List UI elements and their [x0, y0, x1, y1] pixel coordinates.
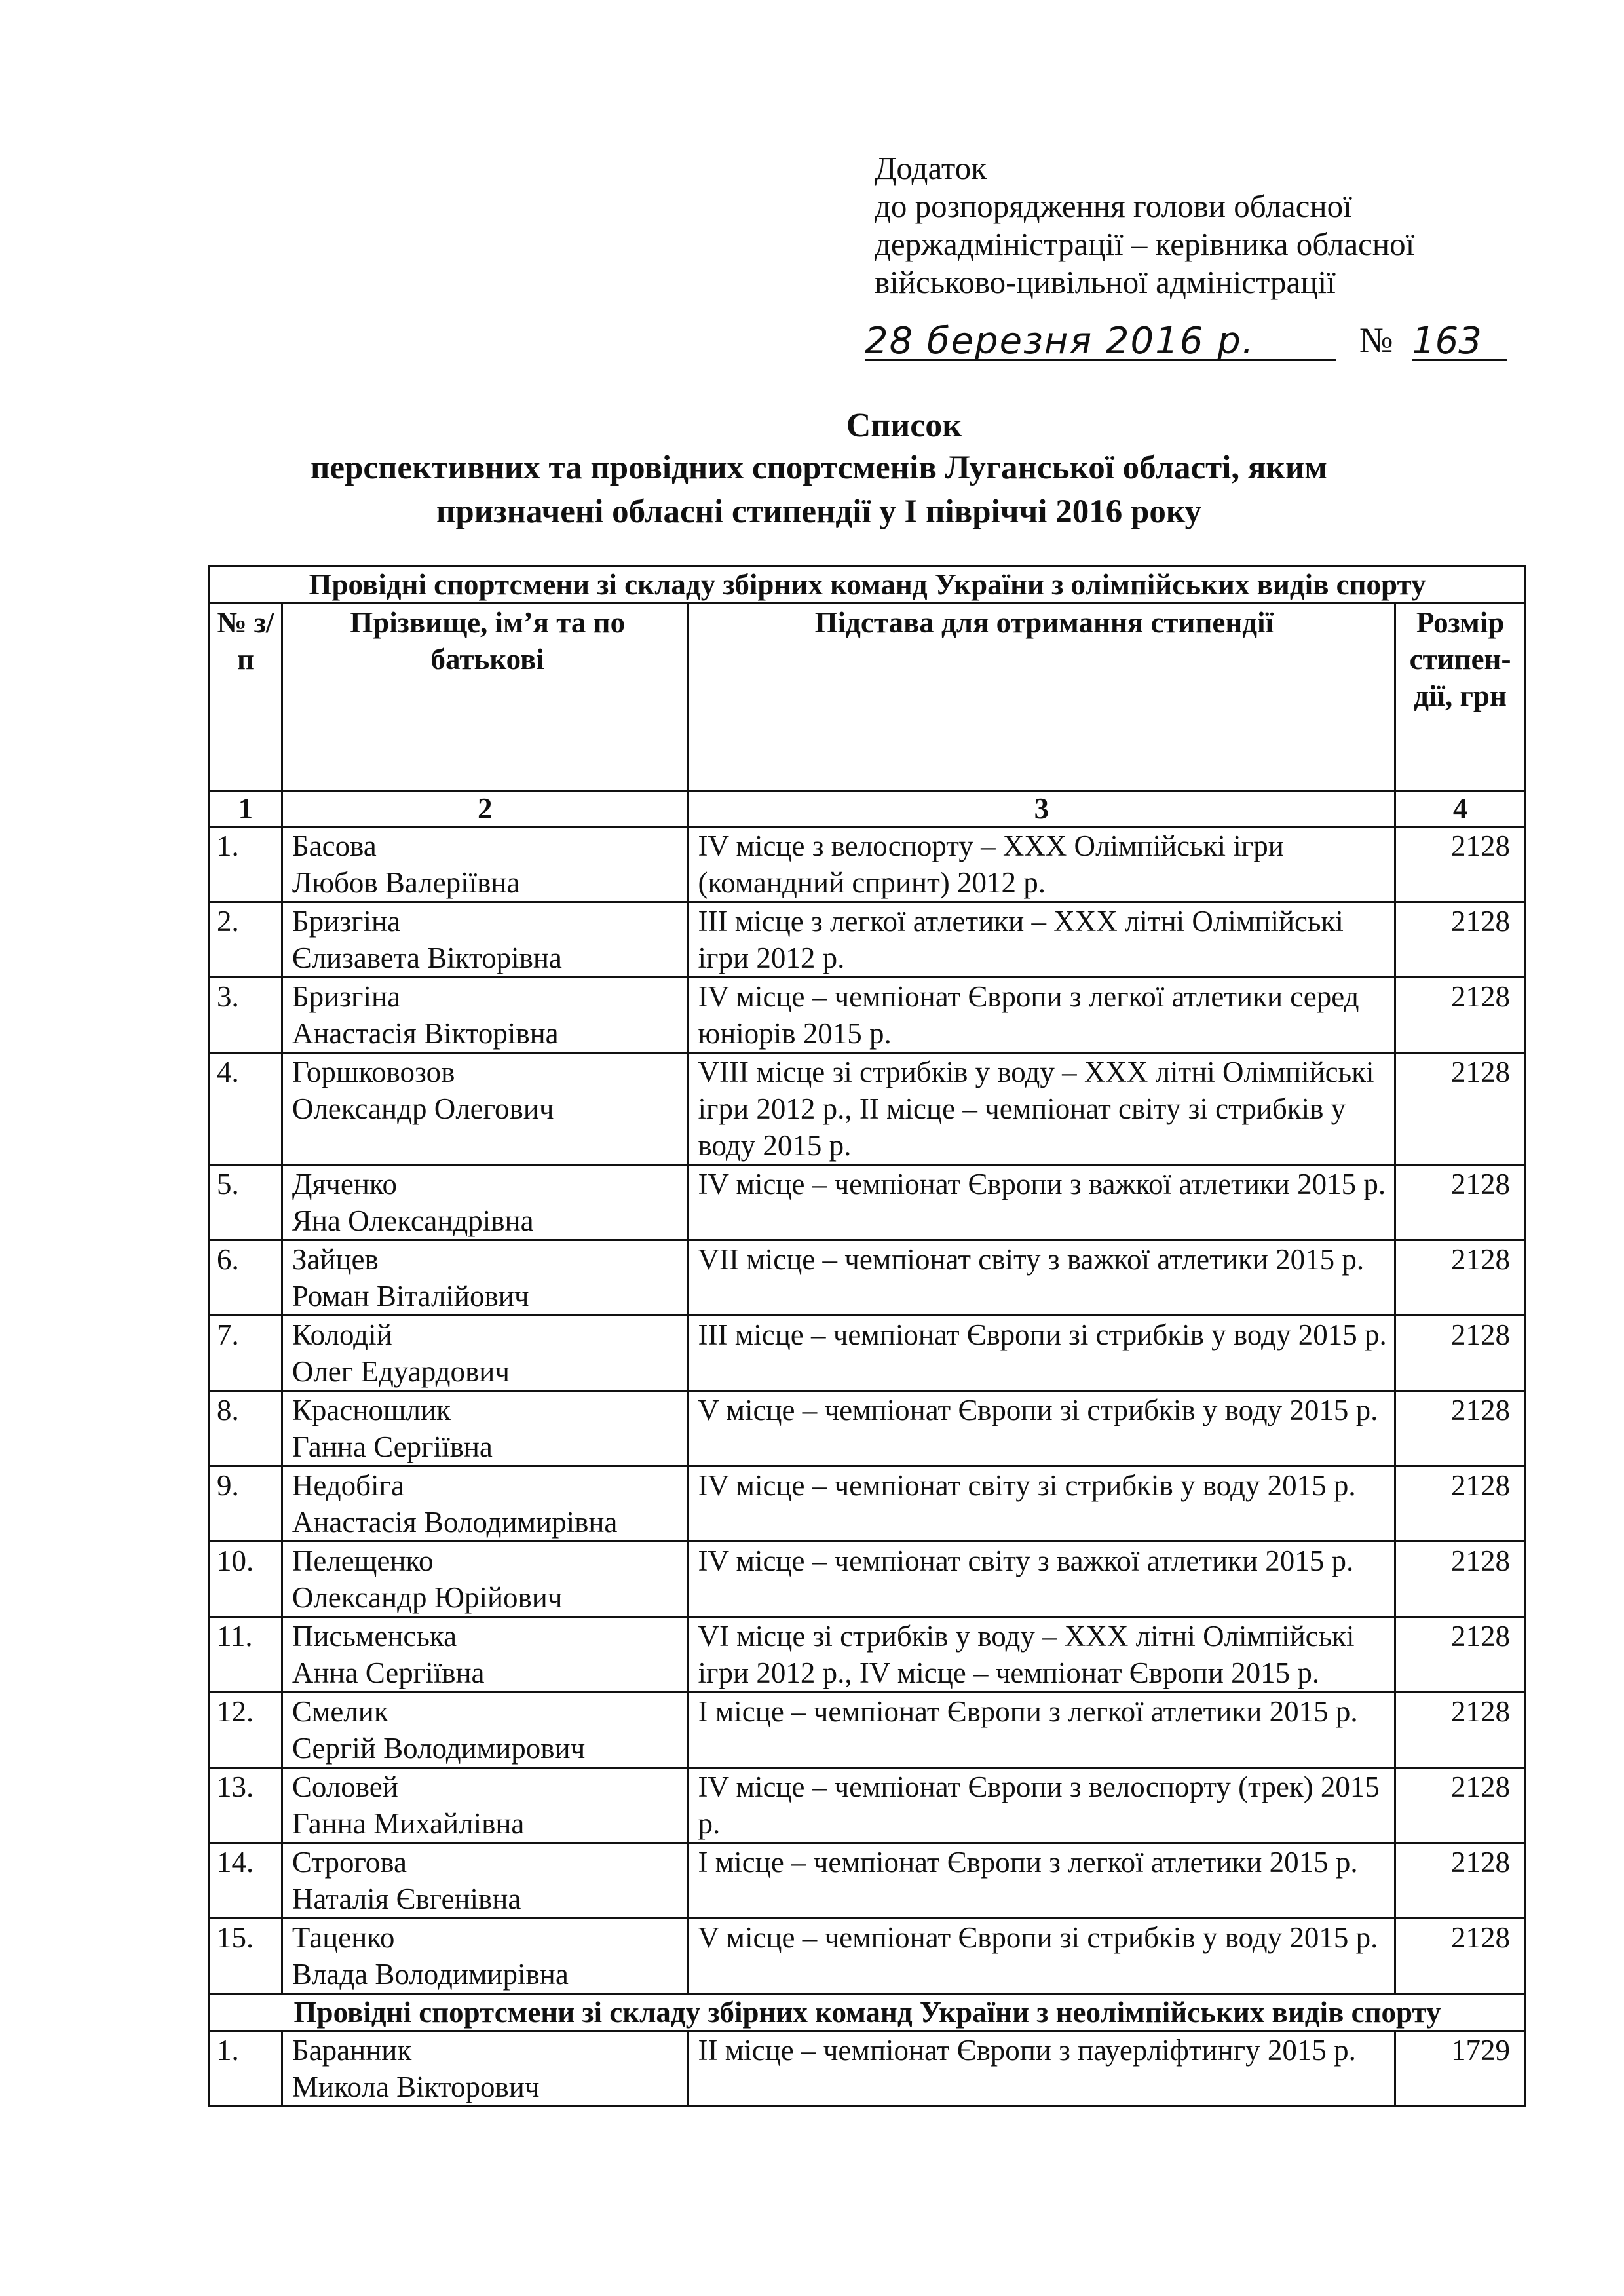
table-row [210, 1693, 1526, 1768]
stipend-amount: 2128 [1395, 1391, 1526, 1466]
column-header-row [210, 603, 1526, 791]
stipend-amount: 2128 [1395, 1693, 1526, 1768]
header-name-label: Прізвище, ім’я та по батькові [350, 606, 626, 676]
athlete-surname: Горшковозов [292, 1056, 455, 1088]
athlete-name [282, 1542, 688, 1617]
section-title: Провідні спортсмени зі складу збірних команд України з олімпійських видів спорту [210, 566, 1526, 603]
athlete-given-names: Анастасія Вікторівна [292, 1017, 559, 1050]
row-number: 2. [210, 902, 282, 978]
athlete-surname: Письменська [292, 1620, 457, 1653]
stipend-basis: І місце – чемпіонат Європи з легкої атлетики 2015 р. [688, 1693, 1395, 1768]
section-header-row [210, 1994, 1526, 2031]
row-number: 10. [210, 1542, 282, 1617]
athlete-surname: Баранник [292, 2034, 412, 2067]
athlete-given-names: Ганна Сергіївна [292, 1430, 493, 1463]
row-number: 3. [210, 978, 282, 1053]
column-number: 3 [688, 791, 1395, 827]
row-number: 1. [210, 827, 282, 902]
row-number: 13. [210, 1768, 282, 1843]
table-row [210, 902, 1526, 978]
section-title: Провідні спортсмени зі складу збірних команд України з неолімпійських видів спорту [210, 1994, 1526, 2031]
athlete-surname: Дяченко [292, 1168, 397, 1200]
appendix-line: військово-цивільної адміністрації [875, 264, 1336, 300]
stipend-table [208, 565, 1526, 2107]
row-number: 1. [210, 2031, 282, 2107]
athlete-surname: Недобіга [292, 1469, 404, 1502]
stipend-amount: 2128 [1395, 902, 1526, 978]
athlete-given-names: Наталія Євгенівна [292, 1883, 521, 1915]
athlete-surname: Соловей [292, 1770, 398, 1803]
athlete-name [282, 902, 688, 978]
athlete-given-names: Анна Сергіївна [292, 1656, 485, 1689]
header-number [210, 603, 282, 791]
header-number-label: № з/п [217, 606, 274, 676]
athlete-name [282, 1466, 688, 1542]
stipend-basis: V місце – чемпіонат Європи зі стрибків у воду 2015 р. [688, 1919, 1395, 1994]
athlete-name [282, 1240, 688, 1316]
athlete-name [282, 978, 688, 1053]
stipend-basis: ІІІ місце з легкої атлетики – XXX літні Олімпійські ігри 2012 р. [688, 902, 1395, 978]
stipend-amount: 2128 [1395, 1617, 1526, 1693]
row-number: 11. [210, 1617, 282, 1693]
row-number: 6. [210, 1240, 282, 1316]
athlete-name [282, 2031, 688, 2107]
athlete-surname: Строгова [292, 1846, 407, 1879]
header-amount [1395, 603, 1526, 791]
athlete-given-names: Яна Олександрівна [292, 1204, 534, 1237]
stipend-amount: 2128 [1395, 1542, 1526, 1617]
stipend-basis: IV місце – чемпіонат Європи з легкої атлетики серед юніорів 2015 р. [688, 978, 1395, 1053]
row-number: 15. [210, 1919, 282, 1994]
row-number: 7. [210, 1316, 282, 1391]
table-row [210, 2031, 1526, 2107]
athlete-surname: Бризгіна [292, 980, 401, 1013]
table-row [210, 1391, 1526, 1466]
athlete-surname: Красношлик [292, 1394, 451, 1426]
stipend-amount: 2128 [1395, 827, 1526, 902]
athlete-given-names: Олег Едуардович [292, 1355, 510, 1388]
appendix-line: держадміністрації – керівника обласної [875, 226, 1415, 262]
athlete-name [282, 1617, 688, 1693]
row-number: 12. [210, 1693, 282, 1768]
athlete-given-names: Любов Валеріївна [292, 866, 520, 899]
row-number: 4. [210, 1053, 282, 1165]
stipend-basis: І місце – чемпіонат Європи з легкої атлетики 2015 р. [688, 1843, 1395, 1919]
order-number-handwritten: 163 [1412, 320, 1507, 361]
stipend-basis: VII місце – чемпіонат світу з важкої атлетики 2015 р. [688, 1240, 1395, 1316]
order-date-handwritten: 28 березня 2016 р. [865, 320, 1336, 361]
athlete-name [282, 827, 688, 902]
appendix-line: до розпорядження голови обласної [875, 188, 1352, 224]
table-row [210, 1165, 1526, 1240]
stipend-basis: IV місце – чемпіонат світу з важкої атлетики 2015 р. [688, 1542, 1395, 1617]
table-row [210, 827, 1526, 902]
table-row [210, 1240, 1526, 1316]
column-number: 2 [282, 791, 688, 827]
row-number: 8. [210, 1391, 282, 1466]
appendix-header [875, 149, 1414, 301]
header-amount-label: Розмір стипен-дії, грн [1409, 606, 1511, 712]
athlete-name [282, 1843, 688, 1919]
stipend-basis: ІІІ місце – чемпіонат Європи зі стрибків у воду 2015 р. [688, 1316, 1395, 1391]
document-title: Список [846, 407, 962, 444]
stipend-amount: 2128 [1395, 1165, 1526, 1240]
stipend-amount: 2128 [1395, 1466, 1526, 1542]
athlete-surname: Колодій [292, 1318, 392, 1351]
appendix-label: Додаток [875, 150, 987, 186]
stipend-basis: V місце – чемпіонат Європи зі стрибків у воду 2015 р. [688, 1391, 1395, 1466]
section-header-row [210, 566, 1526, 603]
stipend-basis: IV місце – чемпіонат Європи з важкої атлетики 2015 р. [688, 1165, 1395, 1240]
athlete-given-names: Роман Віталійович [292, 1280, 529, 1312]
athlete-surname: Таценко [292, 1921, 395, 1954]
stipend-basis: ІІ місце – чемпіонат Європи з пауерліфтингу 2015 р. [688, 2031, 1395, 2107]
athlete-given-names: Ганна Михайлівна [292, 1807, 525, 1840]
stipend-basis: IV місце з велоспорту – XXX Олімпійські ігри (командний спринт) 2012 р. [688, 827, 1395, 902]
stipend-basis: IV місце – чемпіонат Європи з велоспорту (трек) 2015 р. [688, 1768, 1395, 1843]
column-numbers-row [210, 791, 1526, 827]
stipend-amount: 1729 [1395, 2031, 1526, 2107]
row-number: 5. [210, 1165, 282, 1240]
header-name [282, 603, 688, 791]
athlete-surname: Зайцев [292, 1243, 379, 1276]
athlete-name [282, 1053, 688, 1165]
athlete-name [282, 1693, 688, 1768]
column-number: 1 [210, 791, 282, 827]
athlete-surname: Смелик [292, 1695, 388, 1728]
athlete-name [282, 1391, 688, 1466]
table-row [210, 1617, 1526, 1693]
order-reference [865, 320, 1494, 363]
column-number: 4 [1395, 791, 1526, 827]
number-sign: № [1359, 320, 1393, 360]
athlete-given-names: Микола Вікторович [292, 2071, 540, 2103]
athlete-given-names: Сергій Володимирович [292, 1732, 586, 1765]
stipend-amount: 2128 [1395, 1919, 1526, 1994]
table-row [210, 1466, 1526, 1542]
stipend-amount: 2128 [1395, 1240, 1526, 1316]
stipend-basis: VIII місце зі стрибків у воду – XXX літні Олімпійські ігри 2012 р., ІІ місце – чемпіонат світу зі стрибків у воду 2015 р. [688, 1053, 1395, 1165]
athlete-surname: Бризгіна [292, 905, 401, 938]
stipend-basis: VI місце зі стрибків у воду – XXX літні Олімпійські ігри 2012 р., IV місце – чемпіонат Європи 2015 р. [688, 1617, 1395, 1693]
athlete-given-names: Олександр Олегович [292, 1092, 554, 1125]
stipend-basis: IV місце – чемпіонат світу зі стрибків у воду 2015 р. [688, 1466, 1395, 1542]
athlete-given-names: Єлизавета Вікторівна [292, 942, 562, 974]
athlete-given-names: Анастасія Володимирівна [292, 1506, 618, 1539]
table-row [210, 1843, 1526, 1919]
header-basis-label: Підстава для отримання стипендії [814, 606, 1274, 639]
athlete-surname: Пелещенко [292, 1544, 434, 1577]
header-basis [688, 603, 1395, 791]
stipend-amount: 2128 [1395, 978, 1526, 1053]
table-row [210, 1316, 1526, 1391]
athlete-name [282, 1165, 688, 1240]
table-row [210, 1053, 1526, 1165]
athlete-name [282, 1316, 688, 1391]
athlete-given-names: Олександр Юрійович [292, 1581, 563, 1614]
athlete-given-names: Влада Володимирівна [292, 1958, 569, 1991]
table-row [210, 1919, 1526, 1994]
table-row [210, 1542, 1526, 1617]
row-number: 9. [210, 1466, 282, 1542]
document-subtitle-line: перспективних та провідних спортсменів Луганської області, яким [311, 450, 1327, 486]
stipend-amount: 2128 [1395, 1843, 1526, 1919]
athlete-name [282, 1919, 688, 1994]
table-row [210, 978, 1526, 1053]
document-subtitle-line: призначені обласні стипендії у І півріччі 2016 року [436, 493, 1202, 530]
table-row [210, 1768, 1526, 1843]
athlete-surname: Басова [292, 830, 377, 862]
stipend-amount: 2128 [1395, 1316, 1526, 1391]
athlete-name [282, 1768, 688, 1843]
row-number: 14. [210, 1843, 282, 1919]
stipend-amount: 2128 [1395, 1053, 1526, 1165]
stipend-amount: 2128 [1395, 1768, 1526, 1843]
